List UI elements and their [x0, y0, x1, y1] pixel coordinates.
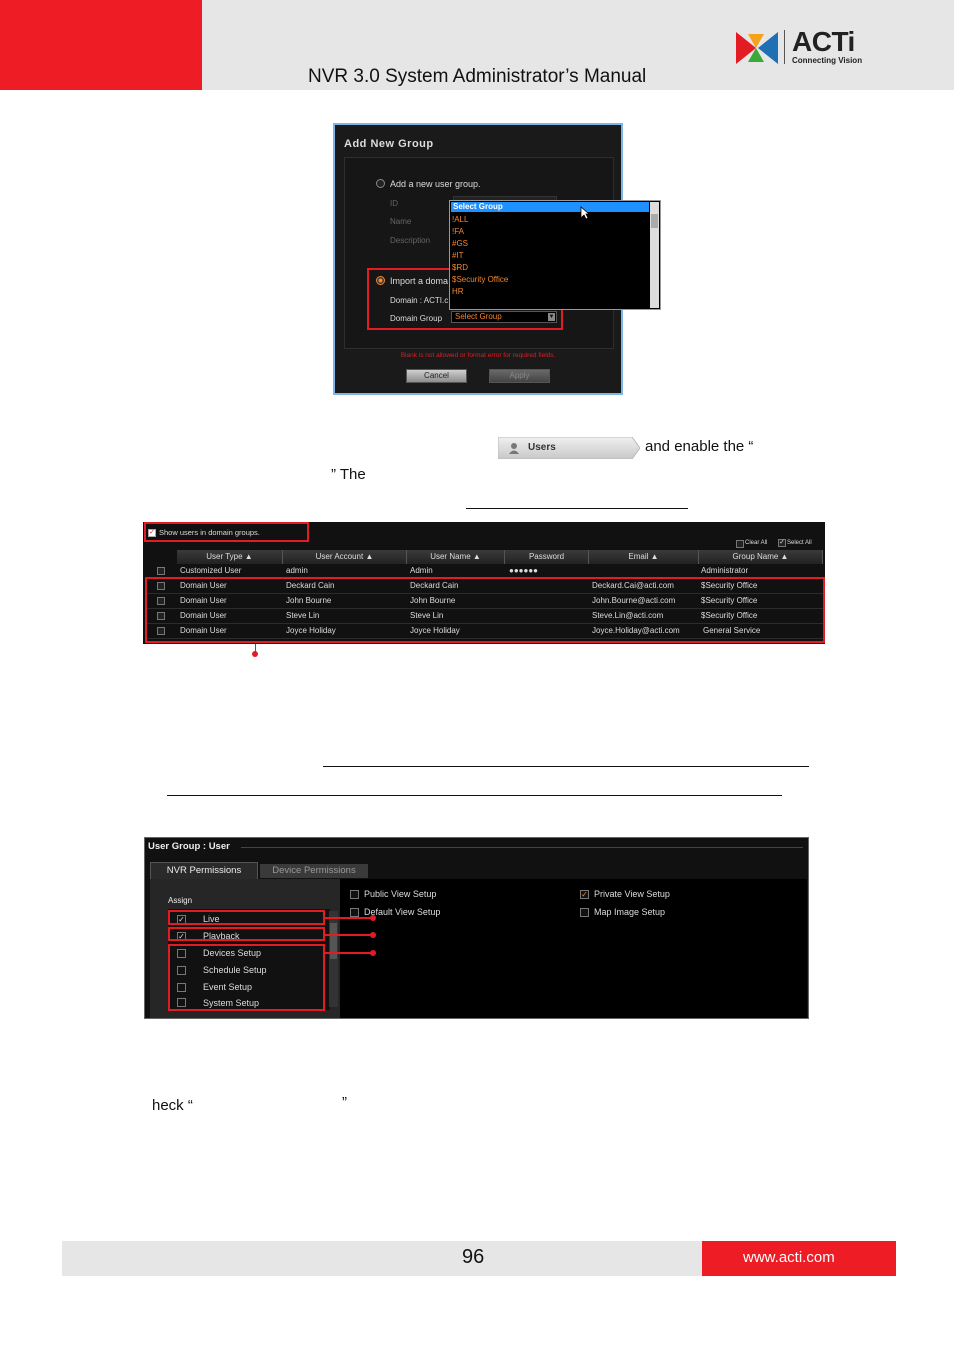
dropdown-selected-label: Select Group	[453, 202, 503, 211]
select-group-dropdown[interactable]	[449, 200, 661, 310]
mouse-cursor-icon	[580, 206, 590, 220]
playback-label: Playback	[203, 931, 240, 941]
assign-label: Assign	[168, 896, 193, 905]
cell-group-name: Administrator	[701, 566, 749, 575]
domain-users-highlight	[145, 577, 825, 643]
logo-wordmark: ACTi	[792, 26, 855, 57]
col-header-user-type[interactable]: User Type ▲	[177, 550, 283, 564]
cancel-button[interactable]: Cancel	[406, 369, 467, 383]
body-text: and enable the “	[645, 438, 754, 455]
dropdown-option[interactable]: !ALL	[452, 215, 469, 224]
dropdown-option[interactable]: $Security Office	[452, 275, 509, 284]
body-text: ” The	[331, 466, 366, 483]
user-table-panel	[143, 522, 825, 644]
event-setup-label: Event Setup	[203, 982, 253, 992]
devices-setup-label: Devices Setup	[203, 948, 262, 958]
new-group-label: Add a new user group.	[390, 179, 481, 189]
description-label: Description	[390, 236, 431, 245]
cell-group-name: $Security Office	[701, 611, 758, 620]
public-view-checkbox[interactable]	[350, 890, 359, 899]
dropdown-option[interactable]: $RD	[452, 263, 469, 272]
cell-email: Steve.Lin@acti.com	[592, 611, 664, 620]
cell-user-type: Domain User	[180, 596, 227, 605]
cell-user-account: Steve Lin	[286, 611, 320, 620]
playback-checkbox[interactable]: ✓	[178, 932, 185, 941]
underline	[323, 766, 809, 767]
default-view-checkbox[interactable]	[350, 908, 359, 917]
body-text: heck “	[152, 1097, 193, 1114]
tab-device-permissions[interactable]: Device Permissions	[260, 864, 368, 878]
connector-line	[325, 952, 373, 954]
playback-highlight	[168, 927, 325, 941]
callout-dot	[252, 651, 258, 657]
manual-title: NVR 3.0 System Administrator’s Manual	[308, 66, 647, 87]
name-label: Name	[390, 217, 412, 226]
map-image-checkbox[interactable]	[580, 908, 589, 917]
underline	[466, 508, 688, 509]
clear-all-checkbox[interactable]	[736, 540, 744, 548]
cell-user-account: admin	[286, 566, 308, 575]
cell-user-type: Domain User	[180, 581, 227, 590]
cell-group-name: $Security Office	[701, 596, 758, 605]
row-checkbox[interactable]	[157, 567, 165, 575]
import-group-label: Import a doma	[390, 276, 449, 286]
new-group-radio[interactable]	[376, 179, 385, 188]
col-header-user-account[interactable]: User Account ▲	[283, 550, 407, 564]
dropdown-scrollbar[interactable]	[650, 202, 659, 308]
tab-nvr-permissions[interactable]: NVR Permissions	[150, 862, 258, 879]
dialog-title: Add New Group	[344, 138, 434, 150]
cell-password: ●●●●●●	[509, 566, 538, 575]
cell-email: Deckard.Cai@acti.com	[592, 581, 674, 590]
cell-user-name: John Bourne	[410, 596, 456, 605]
domain-group-select[interactable]	[451, 311, 557, 323]
user-icon	[508, 442, 520, 454]
cell-user-account: Joyce Holiday	[286, 626, 336, 635]
live-highlight	[168, 910, 325, 925]
select-all-checkbox[interactable]: ✓	[779, 539, 785, 546]
connector-line	[325, 934, 373, 936]
user-group-permissions-panel	[144, 837, 809, 1019]
domain-group-value: Select Group	[455, 312, 502, 321]
error-message: Blank is not allowed or format error for required fields.	[400, 352, 556, 359]
cell-user-type: Domain User	[180, 611, 227, 620]
cell-user-name: Joyce Holiday	[410, 626, 460, 635]
assign-scrollbar[interactable]	[329, 911, 338, 1007]
private-view-label: Private View Setup	[594, 889, 670, 899]
cell-user-name: Deckard Cain	[410, 581, 459, 590]
acti-logo-icon	[734, 30, 780, 66]
connector-dot	[370, 932, 376, 938]
col-header-group-name[interactable]: Group Name ▲	[699, 550, 823, 564]
id-label: ID	[390, 199, 398, 208]
domain-label: Domain : ACTI.c	[390, 296, 449, 305]
connector-line	[325, 917, 373, 919]
private-view-checkbox[interactable]: ✓	[581, 890, 588, 899]
apply-button[interactable]: Apply	[489, 369, 550, 383]
schedule-setup-label: Schedule Setup	[203, 965, 267, 975]
cell-user-account: Deckard Cain	[286, 581, 335, 590]
public-view-label: Public View Setup	[364, 889, 437, 899]
cell-user-type: Domain User	[180, 626, 227, 635]
underline	[167, 795, 782, 796]
cell-user-name: Admin	[410, 566, 433, 575]
live-checkbox[interactable]: ✓	[178, 915, 185, 924]
dropdown-option[interactable]: HR	[452, 287, 464, 296]
cell-group-name: $Security Office	[701, 581, 758, 590]
cell-user-account: John Bourne	[286, 596, 332, 605]
map-image-label: Map Image Setup	[594, 907, 666, 917]
chevron-down-icon[interactable]: ▼	[548, 314, 555, 320]
detail-panel	[340, 879, 807, 1018]
body-text: ”	[342, 1094, 347, 1111]
domain-group-label: Domain Group	[390, 314, 443, 323]
import-group-radio[interactable]	[376, 276, 385, 285]
col-header-user-name[interactable]: User Name ▲	[407, 550, 505, 564]
default-view-label: Default View Setup	[364, 907, 441, 917]
select-all-label: Select All	[787, 540, 812, 546]
dropdown-option[interactable]: #IT	[452, 251, 464, 260]
users-button-label: Users	[528, 442, 556, 453]
cell-email: Joyce.Holiday@acti.com	[592, 626, 680, 635]
logo-tagline: Connecting Vision	[792, 56, 863, 65]
cell-user-name: Steve Lin	[410, 611, 444, 620]
connector-dot	[370, 950, 376, 956]
live-label: Live	[203, 914, 220, 924]
cell-email: John.Bourne@acti.com	[592, 596, 676, 605]
header-red-block	[0, 0, 202, 90]
dropdown-option[interactable]: !FA	[452, 227, 465, 236]
page-number: 96	[462, 1246, 485, 1268]
col-header-email[interactable]: Email ▲	[589, 550, 699, 564]
panel-title: User Group : User	[148, 841, 230, 852]
title-divider	[241, 847, 803, 848]
cell-user-type: Customized User	[180, 566, 242, 575]
col-header-password[interactable]: Password	[505, 550, 589, 564]
show-domain-checkbox[interactable]: ✓	[149, 529, 155, 536]
show-domain-label: Show users in domain groups.	[159, 528, 260, 537]
cell-group-name: General Service	[703, 626, 761, 635]
dropdown-selected-item[interactable]	[451, 202, 649, 212]
setup-items-highlight	[168, 944, 325, 1011]
system-setup-label: System Setup	[203, 998, 260, 1008]
dropdown-option[interactable]: #GS	[452, 239, 469, 248]
clear-all-label: Clear All	[745, 540, 768, 546]
logo-divider	[784, 30, 785, 64]
scrollbar-thumb[interactable]	[651, 214, 658, 228]
footer-url[interactable]: www.acti.com	[743, 1249, 835, 1266]
